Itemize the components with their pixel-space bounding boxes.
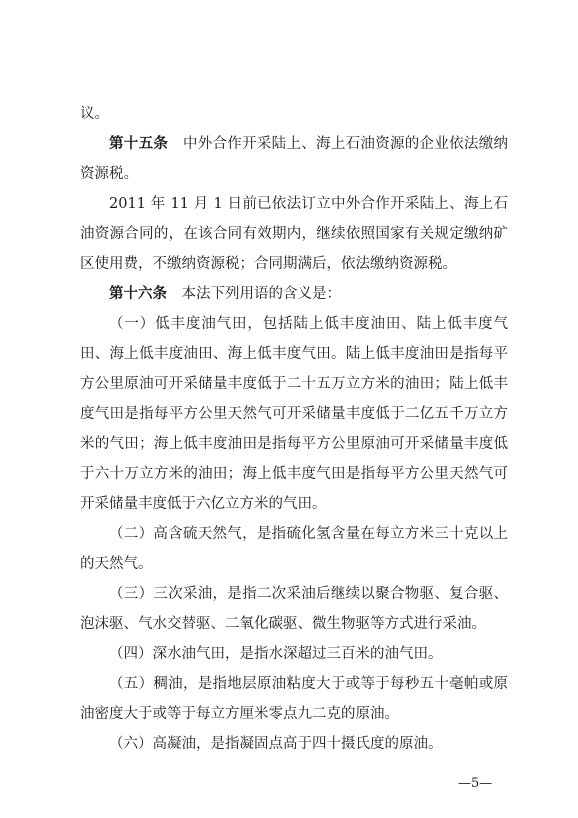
paragraph-text: （五）稠油，是指地层原油粘度大于或等于每秒五十毫帕或原油密度大于或等于每立方厘米零点九二克的原油。: [80, 676, 508, 722]
definition-item-2: [80, 519, 508, 579]
paragraph-text: （四）深水油气田，是指水深超过三百米的油气田。: [109, 646, 443, 662]
article-heading: 第十六条: [109, 285, 167, 302]
definition-item-6: [80, 729, 508, 759]
definition-item-1: [80, 309, 508, 519]
paragraph-text: （二）高含硫天然气，是指硫化氢含量在每立方米三十克以上的天然气。: [80, 526, 508, 572]
paragraph-text: （三）三次采油，是指二次采油后继续以聚合物驱、复合驱、泡沫驱、气水交替驱、二氧化碳驱、微生物驱等方式进行采油。: [80, 586, 508, 632]
definition-item-5: [80, 669, 508, 729]
article-heading: 第十五条: [109, 135, 169, 152]
paragraph-text: （六）高凝油，是指凝固点高于四十摄氏度的原油。: [109, 736, 443, 752]
paragraph-text: （一）低丰度油气田，包括陆上低丰度油田、陆上低丰度气田、海上低丰度油田、海上低丰度气田。陆上低丰度油田是指每平方公里原油可开采储量丰度低于二十五万立方米的油田；陆上低丰度气田是指每平方公里天然气可开采储量丰度低于二亿五千万立方米的气田；海上低丰度油田是指每平方公里原油可开采储量丰度低于六十万立方米的油田；海上低丰度气田是指每平方公里天然气可开采储量丰度低于六亿立方米的气田。: [80, 316, 508, 512]
paragraph-text: 本法下列用语的含义是：: [167, 286, 341, 302]
article-15: [80, 129, 508, 189]
paragraph-text: 议。: [80, 106, 109, 122]
definition-item-4: [80, 639, 508, 669]
paragraph-text: 2011 年 11 月 1 日前已依法订立中外合作开采陆上、海上石油资源合同的，在该合同有效期内，继续依照国家有关规定缴纳矿区使用费，不缴纳资源税；合同期满后，依法缴纳资源税。: [80, 196, 508, 272]
definition-item-3: [80, 579, 508, 639]
paragraph-continuation: [80, 99, 508, 129]
body-text: [80, 99, 508, 759]
article-15-paragraph-2: [80, 189, 508, 279]
page-number: —5—: [458, 776, 493, 791]
paragraph-text: 中外合作开采陆上、海上石油资源的企业依法缴纳资源税。: [80, 136, 509, 182]
article-16: [80, 279, 508, 309]
